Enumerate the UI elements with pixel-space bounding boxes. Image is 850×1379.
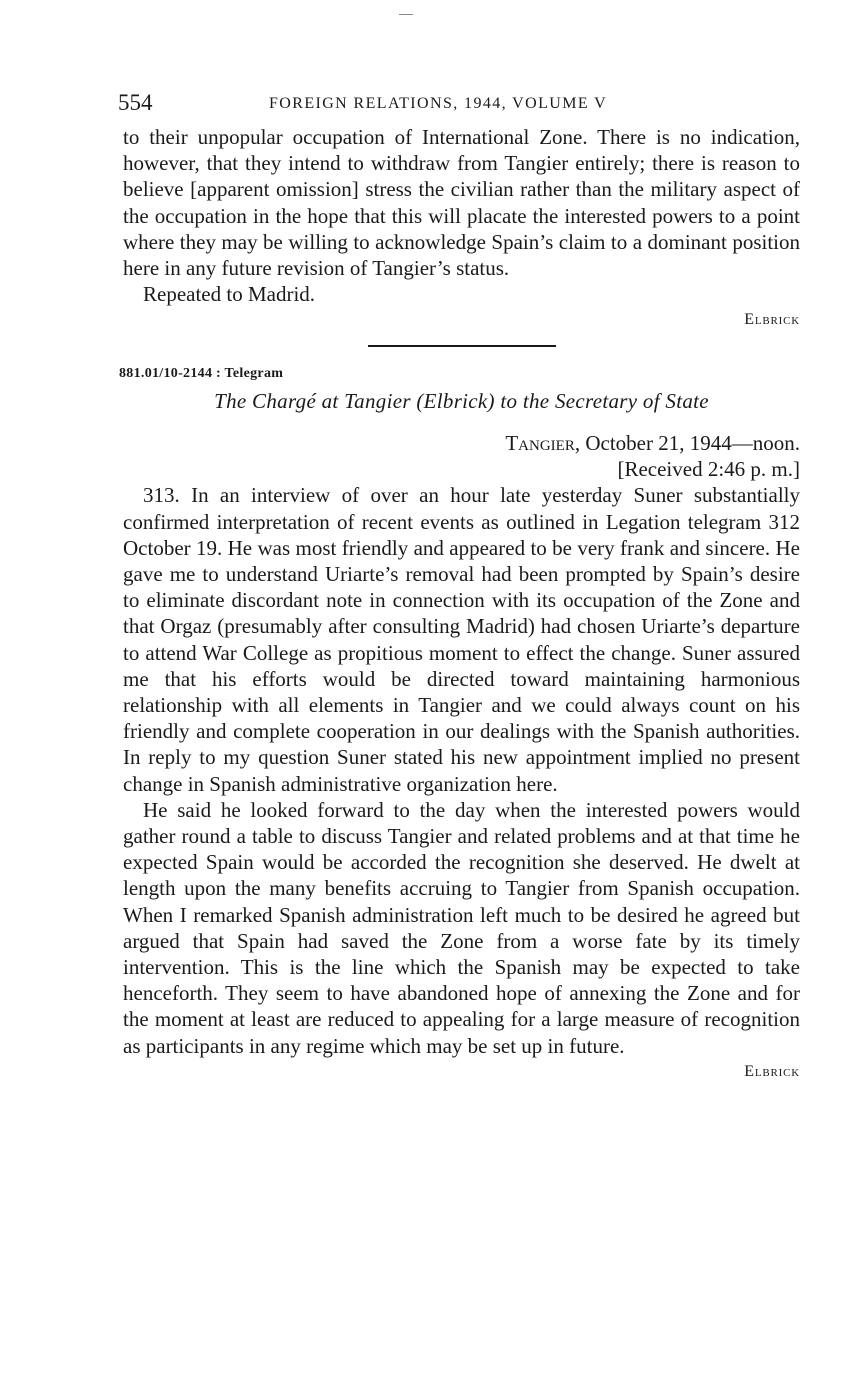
file-reference: 881.01/10-2144 : Telegram: [119, 366, 284, 382]
section-divider: [368, 345, 556, 347]
running-head: [118, 88, 800, 124]
body-paragraph-2: He said he looked forward to the day when the interested powers would gather round a table to discuss Tangier and related problems and at that time he expected Spain would be accorded the recognition she deserved. He dwelt at length upon the many benefits accruing to Tangier from Spanish occupation. When I remarked Spanish administration left much to be desired he agreed but argued that Spain had saved the Zone from a worse fate by its timely intervention. This is the line which the Spanish may be expected to take henceforth. They seem to have abandoned hope of annexing the Zone and for the moment at least are reduced to appealing for a large measure of recognition as participants in any regime which may be set up in future.: [123, 797, 800, 1058]
signature-first-text: Elbrick: [744, 311, 800, 329]
received-line: [Received 2:46 p. m.]: [617, 457, 800, 482]
signature-second-text: Elbrick: [744, 1062, 800, 1080]
running-head-title: FOREIGN RELATIONS, 1944, VOLUME V: [269, 95, 608, 112]
document-page: [118, 88, 800, 1085]
page-top-mark: [399, 14, 413, 15]
repeated-note: Repeated to Madrid.: [143, 282, 316, 307]
page-number: 554: [118, 90, 153, 115]
signature-second: [123, 1059, 800, 1085]
dateline-place: Tangier: [505, 431, 575, 456]
body-paragraph-1: 313. In an interview of over an hour late yesterday Suner substantially confirmed interpretation of recent events as outlined in Legation telegram 312 October 19. He was most friendly and appeared to be very frank and sincere. He gave me to understand Uriarte’s removal had been prompted by Spain’s desire to eliminate discordant note in connection with its occupation of the Zone and that Orgaz (presumably after consulting Madrid) had chosen Uriarte’s departure to attend War College as propitious moment to effect the change. Suner assured me that his efforts would be directed toward maintaining harmonious relationship with all elements in Tangier and we could always count on his friendly and complete cooperation in our dealings with the Spanish authorities. In reply to my question Suner stated his new appointment implied no present change in Spanish administrative organization here.: [123, 483, 800, 796]
dateline: [123, 430, 800, 456]
continuation-paragraph: to their unpopular occupation of International Zone. There is no indication, however, that they intend to withdraw from Tangier entirely; there is reason to believe [apparent omission] stress the civilian rather than the military aspect of the occupation in the hope that this will placate the interested powers to a point where they may be willing to acknowledge Spain’s claim to a dominant position here in any future revision of Tangier’s status.: [123, 125, 800, 281]
dateline-date: , October 21, 1944—noon.: [574, 431, 800, 456]
document-title: The Chargé at Tangier (Elbrick) to the Secretary of State: [214, 389, 709, 414]
signature-first: [123, 307, 800, 333]
